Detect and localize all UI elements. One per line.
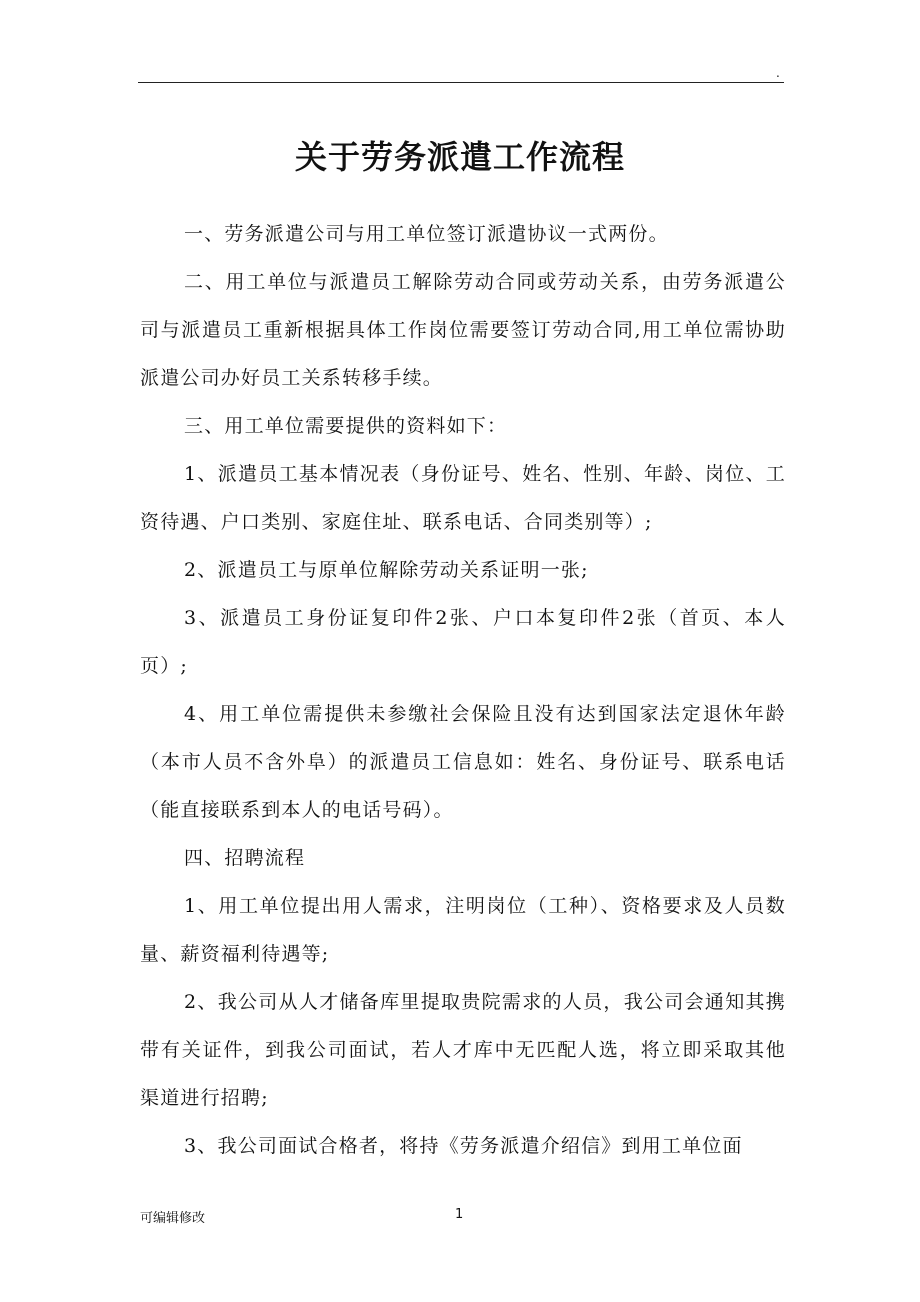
- document-body: [140, 210, 786, 1170]
- paragraph-10: 2、我公司从人才储备库里提取贵院需求的人员，我公司会通知其携带有关证件，到我公司面试，若人才库中无匹配人选，将立即采取其他渠道进行招聘;: [140, 991, 786, 1109]
- paragraph-2: 二、用工单位与派遣员工解除劳动合同或劳动关系，由劳务派遣公司与派遣员工重新根据具体工作岗位需要签订劳动合同,用工单位需协助派遣公司办好员工关系转移手续。: [140, 271, 786, 389]
- page-number: 1: [455, 1207, 464, 1222]
- paragraph-1: 一、劳务派遣公司与用工单位签订派遣协议一式两份。: [184, 223, 669, 245]
- footer-note: 可编辑修改: [140, 1211, 206, 1226]
- paragraph-11: 3、我公司面试合格者，将持《劳务派遣介绍信》到用工单位面: [184, 1135, 743, 1157]
- header-mark: .: [776, 66, 780, 80]
- paragraph-6: 3、派遣员工身份证复印件2张、户口本复印件2张（首页、本人页）;: [140, 607, 786, 677]
- document-title: 关于劳务派遣工作流程: [294, 138, 625, 177]
- paragraph-9: 1、用工单位提出用人需求，注明岗位（工种）、资格要求及人员数量、薪资福利待遇等;: [140, 895, 786, 965]
- paragraph-8: 四、招聘流程: [184, 847, 306, 869]
- paragraph-4: 1、派遣员工基本情况表（身份证号、姓名、性别、年龄、岗位、工资待遇、户口类别、家庭住址、联系电话、合同类别等）;: [140, 463, 786, 533]
- header-rule: [138, 82, 784, 83]
- paragraph-7: 4、用工单位需提供未参缴社会保险且没有达到国家法定退休年龄（本市人员不含外阜）的派遣员工信息如：姓名、身份证号、联系电话（能直接联系到本人的电话号码）。: [140, 703, 786, 821]
- paragraph-5: 2、派遣员工与原单位解除劳动关系证明一张;: [184, 559, 589, 581]
- paragraph-3: 三、用工单位需要提供的资料如下：: [184, 415, 508, 437]
